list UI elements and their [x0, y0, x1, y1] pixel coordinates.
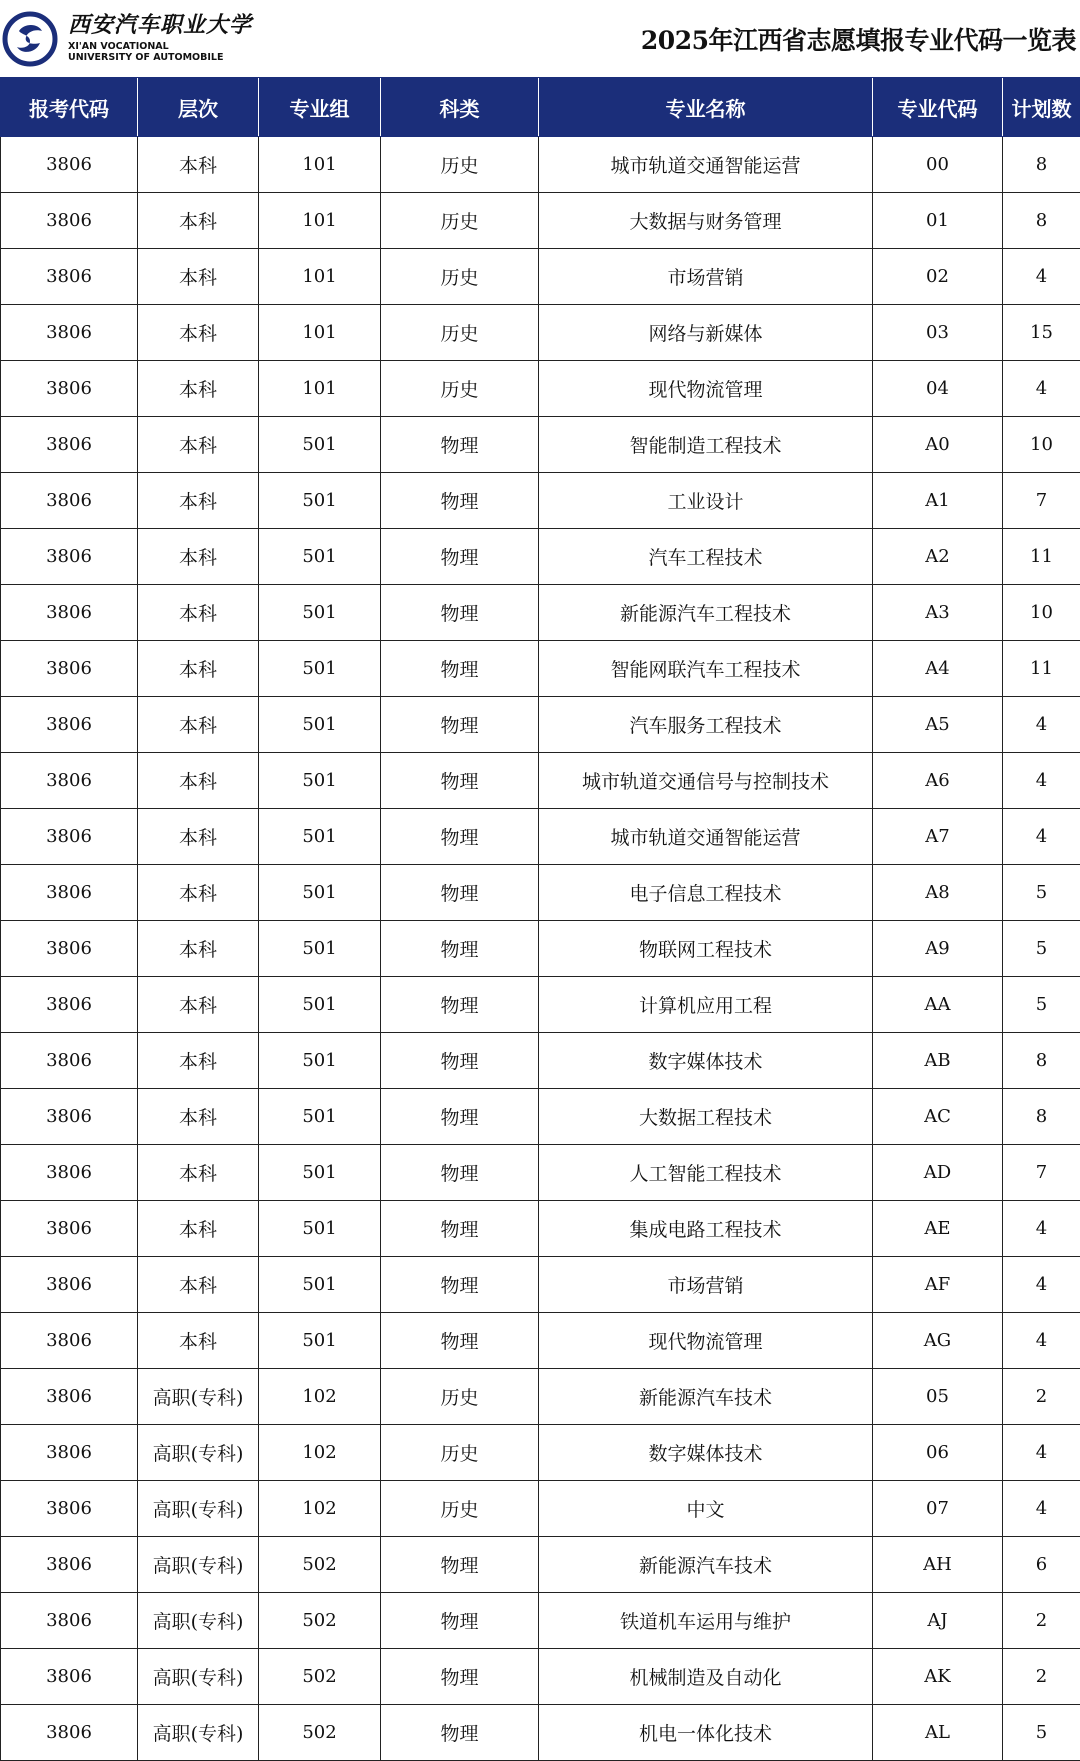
cell-subject-category: 物理 — [381, 1649, 539, 1705]
cell-major-name: 数字媒体技术 — [539, 1033, 873, 1089]
cell-major-code: A6 — [873, 753, 1003, 809]
major-code-table — [0, 78, 1080, 1761]
cell-subject-category: 物理 — [381, 1145, 539, 1201]
cell-plan-count: 4 — [1003, 809, 1080, 865]
cell-plan-count: 5 — [1003, 865, 1080, 921]
cell-registration-code: 3806 — [1, 1145, 138, 1201]
cell-major-group: 501 — [259, 1257, 381, 1313]
cell-subject-category: 历史 — [381, 249, 539, 305]
cell-subject-category: 物理 — [381, 865, 539, 921]
cell-major-group: 501 — [259, 753, 381, 809]
cell-major-group: 101 — [259, 361, 381, 417]
cell-major-group: 101 — [259, 193, 381, 249]
cell-major-group: 501 — [259, 473, 381, 529]
cell-major-code: 00 — [873, 137, 1003, 193]
cell-registration-code: 3806 — [1, 137, 138, 193]
cell-plan-count: 5 — [1003, 1705, 1080, 1761]
cell-major-code: 05 — [873, 1369, 1003, 1425]
cell-registration-code: 3806 — [1, 529, 138, 585]
cell-major-name: 电子信息工程技术 — [539, 865, 873, 921]
cell-subject-category: 物理 — [381, 473, 539, 529]
cell-major-name: 新能源汽车工程技术 — [539, 585, 873, 641]
cell-registration-code: 3806 — [1, 473, 138, 529]
document-title: 2025年江西省志愿填报专业代码一览表 — [641, 21, 1076, 57]
table-row — [1, 417, 1080, 473]
cell-major-code: A5 — [873, 697, 1003, 753]
cell-major-group: 501 — [259, 697, 381, 753]
table-row — [1, 921, 1080, 977]
cell-major-code: AF — [873, 1257, 1003, 1313]
cell-subject-category: 物理 — [381, 753, 539, 809]
cell-plan-count: 4 — [1003, 1481, 1080, 1537]
cell-registration-code: 3806 — [1, 1089, 138, 1145]
cell-level: 高职(专科) — [138, 1537, 259, 1593]
cell-level: 本科 — [138, 697, 259, 753]
cell-major-code: A8 — [873, 865, 1003, 921]
table-row — [1, 1705, 1080, 1761]
cell-major-code: 02 — [873, 249, 1003, 305]
table-row — [1, 641, 1080, 697]
cell-subject-category: 历史 — [381, 305, 539, 361]
cell-subject-category: 物理 — [381, 1089, 539, 1145]
cell-major-code: AJ — [873, 1593, 1003, 1649]
cell-subject-category: 历史 — [381, 137, 539, 193]
cell-major-name: 智能制造工程技术 — [539, 417, 873, 473]
cell-major-name: 物联网工程技术 — [539, 921, 873, 977]
cell-major-code: AD — [873, 1145, 1003, 1201]
cell-plan-count: 4 — [1003, 1257, 1080, 1313]
column-header-major-code: 专业代码 — [873, 79, 1003, 137]
column-header-plan-count: 计划数 — [1003, 79, 1080, 137]
cell-major-group: 501 — [259, 865, 381, 921]
cell-registration-code: 3806 — [1, 585, 138, 641]
table-row — [1, 1593, 1080, 1649]
cell-major-code: A2 — [873, 529, 1003, 585]
cell-plan-count: 4 — [1003, 249, 1080, 305]
cell-major-code: AL — [873, 1705, 1003, 1761]
cell-major-group: 501 — [259, 1089, 381, 1145]
cell-major-name: 市场营销 — [539, 249, 873, 305]
cell-major-code: 03 — [873, 305, 1003, 361]
cell-plan-count: 8 — [1003, 137, 1080, 193]
column-header-subject-category: 科类 — [381, 79, 539, 137]
cell-major-name: 智能网联汽车工程技术 — [539, 641, 873, 697]
cell-major-name: 城市轨道交通智能运营 — [539, 137, 873, 193]
cell-level: 本科 — [138, 641, 259, 697]
table-row — [1, 1313, 1080, 1369]
cell-level: 本科 — [138, 809, 259, 865]
cell-major-code: 04 — [873, 361, 1003, 417]
table-row — [1, 529, 1080, 585]
cell-level: 本科 — [138, 137, 259, 193]
cell-registration-code: 3806 — [1, 1593, 138, 1649]
cell-major-code: 07 — [873, 1481, 1003, 1537]
table-header-row — [1, 79, 1080, 137]
cell-level: 高职(专科) — [138, 1593, 259, 1649]
cell-major-code: AH — [873, 1537, 1003, 1593]
cell-major-name: 城市轨道交通信号与控制技术 — [539, 753, 873, 809]
cell-major-code: AG — [873, 1313, 1003, 1369]
cell-subject-category: 物理 — [381, 1201, 539, 1257]
cell-level: 本科 — [138, 249, 259, 305]
column-header-major-name: 专业名称 — [539, 79, 873, 137]
cell-major-group: 102 — [259, 1425, 381, 1481]
cell-major-group: 101 — [259, 137, 381, 193]
cell-major-group: 501 — [259, 417, 381, 473]
cell-major-group: 502 — [259, 1649, 381, 1705]
cell-major-code: A7 — [873, 809, 1003, 865]
cell-plan-count: 7 — [1003, 1145, 1080, 1201]
cell-major-code: A3 — [873, 585, 1003, 641]
cell-major-name: 集成电路工程技术 — [539, 1201, 873, 1257]
cell-major-group: 501 — [259, 1033, 381, 1089]
cell-major-group: 502 — [259, 1593, 381, 1649]
cell-registration-code: 3806 — [1, 305, 138, 361]
cell-major-name: 数字媒体技术 — [539, 1425, 873, 1481]
table-row — [1, 1537, 1080, 1593]
cell-registration-code: 3806 — [1, 1369, 138, 1425]
cell-major-name: 工业设计 — [539, 473, 873, 529]
cell-major-name: 新能源汽车技术 — [539, 1537, 873, 1593]
cell-major-code: A1 — [873, 473, 1003, 529]
table-row — [1, 585, 1080, 641]
logo-english-line1: XI'AN VOCATIONAL — [68, 42, 252, 52]
table-body — [1, 137, 1080, 1761]
cell-subject-category: 物理 — [381, 1593, 539, 1649]
cell-plan-count: 6 — [1003, 1537, 1080, 1593]
cell-subject-category: 历史 — [381, 1425, 539, 1481]
cell-registration-code: 3806 — [1, 1201, 138, 1257]
cell-level: 本科 — [138, 305, 259, 361]
cell-level: 本科 — [138, 1257, 259, 1313]
cell-major-group: 501 — [259, 1313, 381, 1369]
cell-level: 本科 — [138, 361, 259, 417]
cell-subject-category: 物理 — [381, 697, 539, 753]
table-row — [1, 1033, 1080, 1089]
cell-major-group: 501 — [259, 641, 381, 697]
cell-level: 本科 — [138, 1089, 259, 1145]
cell-registration-code: 3806 — [1, 1257, 138, 1313]
cell-registration-code: 3806 — [1, 921, 138, 977]
cell-level: 本科 — [138, 1313, 259, 1369]
cell-major-name: 新能源汽车技术 — [539, 1369, 873, 1425]
table-row — [1, 193, 1080, 249]
cell-plan-count: 8 — [1003, 1089, 1080, 1145]
cell-major-name: 城市轨道交通智能运营 — [539, 809, 873, 865]
cell-major-group: 501 — [259, 921, 381, 977]
table-row — [1, 1425, 1080, 1481]
cell-major-code: AC — [873, 1089, 1003, 1145]
cell-subject-category: 物理 — [381, 809, 539, 865]
table-row — [1, 1481, 1080, 1537]
cell-major-code: A0 — [873, 417, 1003, 473]
cell-level: 本科 — [138, 529, 259, 585]
cell-subject-category: 物理 — [381, 1537, 539, 1593]
cell-registration-code: 3806 — [1, 1313, 138, 1369]
table-row — [1, 865, 1080, 921]
cell-level: 本科 — [138, 193, 259, 249]
cell-level: 本科 — [138, 977, 259, 1033]
column-header-major-group: 专业组 — [259, 79, 381, 137]
cell-plan-count: 10 — [1003, 585, 1080, 641]
cell-major-name: 市场营销 — [539, 1257, 873, 1313]
cell-major-group: 502 — [259, 1705, 381, 1761]
university-logo-icon — [2, 11, 58, 67]
cell-major-group: 501 — [259, 977, 381, 1033]
cell-plan-count: 4 — [1003, 697, 1080, 753]
cell-level: 高职(专科) — [138, 1705, 259, 1761]
table-header — [1, 79, 1080, 137]
cell-level: 本科 — [138, 921, 259, 977]
logo-english-line2: UNIVERSITY OF AUTOMOBILE — [68, 53, 252, 63]
cell-major-name: 机械制造及自动化 — [539, 1649, 873, 1705]
cell-major-code: 06 — [873, 1425, 1003, 1481]
cell-registration-code: 3806 — [1, 809, 138, 865]
table-row — [1, 1257, 1080, 1313]
cell-major-name: 大数据与财务管理 — [539, 193, 873, 249]
cell-level: 高职(专科) — [138, 1369, 259, 1425]
cell-plan-count: 2 — [1003, 1593, 1080, 1649]
cell-level: 本科 — [138, 1033, 259, 1089]
cell-major-name: 网络与新媒体 — [539, 305, 873, 361]
cell-subject-category: 物理 — [381, 1257, 539, 1313]
cell-plan-count: 8 — [1003, 193, 1080, 249]
document-header — [0, 0, 1080, 78]
cell-subject-category: 物理 — [381, 1705, 539, 1761]
cell-major-group: 101 — [259, 249, 381, 305]
cell-registration-code: 3806 — [1, 249, 138, 305]
cell-plan-count: 4 — [1003, 1313, 1080, 1369]
cell-major-group: 101 — [259, 305, 381, 361]
cell-plan-count: 10 — [1003, 417, 1080, 473]
cell-plan-count: 4 — [1003, 361, 1080, 417]
cell-major-name: 机电一体化技术 — [539, 1705, 873, 1761]
table-row — [1, 137, 1080, 193]
cell-registration-code: 3806 — [1, 1033, 138, 1089]
cell-major-name: 现代物流管理 — [539, 1313, 873, 1369]
cell-registration-code: 3806 — [1, 361, 138, 417]
cell-plan-count: 5 — [1003, 977, 1080, 1033]
logo-chinese-name: 西安汽车职业大学 — [68, 14, 252, 37]
cell-level: 本科 — [138, 585, 259, 641]
cell-major-name: 中文 — [539, 1481, 873, 1537]
cell-level: 本科 — [138, 865, 259, 921]
cell-major-group: 501 — [259, 1201, 381, 1257]
cell-registration-code: 3806 — [1, 865, 138, 921]
cell-registration-code: 3806 — [1, 697, 138, 753]
cell-registration-code: 3806 — [1, 417, 138, 473]
cell-major-group: 501 — [259, 585, 381, 641]
cell-level: 本科 — [138, 417, 259, 473]
cell-major-code: AB — [873, 1033, 1003, 1089]
cell-subject-category: 物理 — [381, 1033, 539, 1089]
cell-registration-code: 3806 — [1, 1537, 138, 1593]
cell-plan-count: 4 — [1003, 1425, 1080, 1481]
cell-plan-count: 15 — [1003, 305, 1080, 361]
cell-plan-count: 4 — [1003, 1201, 1080, 1257]
cell-subject-category: 物理 — [381, 921, 539, 977]
cell-level: 本科 — [138, 1145, 259, 1201]
cell-registration-code: 3806 — [1, 1425, 138, 1481]
table-row — [1, 1145, 1080, 1201]
cell-level: 本科 — [138, 753, 259, 809]
cell-major-group: 501 — [259, 1145, 381, 1201]
table-row — [1, 1201, 1080, 1257]
cell-level: 高职(专科) — [138, 1425, 259, 1481]
cell-level: 高职(专科) — [138, 1481, 259, 1537]
table-row — [1, 1369, 1080, 1425]
cell-subject-category: 物理 — [381, 585, 539, 641]
table-row — [1, 361, 1080, 417]
column-header-level: 层次 — [138, 79, 259, 137]
cell-major-name: 汽车工程技术 — [539, 529, 873, 585]
cell-subject-category: 物理 — [381, 1313, 539, 1369]
university-logo — [2, 11, 252, 67]
cell-major-name: 大数据工程技术 — [539, 1089, 873, 1145]
table-row — [1, 697, 1080, 753]
cell-subject-category: 物理 — [381, 529, 539, 585]
table-row — [1, 809, 1080, 865]
cell-plan-count: 2 — [1003, 1369, 1080, 1425]
cell-major-name: 汽车服务工程技术 — [539, 697, 873, 753]
cell-registration-code: 3806 — [1, 193, 138, 249]
cell-subject-category: 物理 — [381, 417, 539, 473]
cell-plan-count: 11 — [1003, 529, 1080, 585]
cell-major-code: A9 — [873, 921, 1003, 977]
cell-major-code: AA — [873, 977, 1003, 1033]
cell-subject-category: 历史 — [381, 193, 539, 249]
table-row — [1, 249, 1080, 305]
cell-plan-count: 8 — [1003, 1033, 1080, 1089]
table-row — [1, 473, 1080, 529]
column-header-registration-code: 报考代码 — [1, 79, 138, 137]
cell-subject-category: 物理 — [381, 641, 539, 697]
cell-major-name: 计算机应用工程 — [539, 977, 873, 1033]
cell-major-code: A4 — [873, 641, 1003, 697]
table-row — [1, 1649, 1080, 1705]
cell-subject-category: 物理 — [381, 977, 539, 1033]
cell-major-group: 501 — [259, 529, 381, 585]
table-row — [1, 753, 1080, 809]
cell-major-group: 502 — [259, 1537, 381, 1593]
cell-level: 本科 — [138, 473, 259, 529]
cell-major-code: AE — [873, 1201, 1003, 1257]
cell-registration-code: 3806 — [1, 753, 138, 809]
cell-major-code: 01 — [873, 193, 1003, 249]
cell-registration-code: 3806 — [1, 641, 138, 697]
cell-level: 本科 — [138, 1201, 259, 1257]
cell-major-name: 现代物流管理 — [539, 361, 873, 417]
cell-major-name: 人工智能工程技术 — [539, 1145, 873, 1201]
cell-plan-count: 5 — [1003, 921, 1080, 977]
table-row — [1, 1089, 1080, 1145]
cell-registration-code: 3806 — [1, 977, 138, 1033]
logo-text — [68, 14, 252, 62]
cell-subject-category: 历史 — [381, 1369, 539, 1425]
cell-plan-count: 4 — [1003, 753, 1080, 809]
cell-plan-count: 11 — [1003, 641, 1080, 697]
table-row — [1, 977, 1080, 1033]
cell-plan-count: 2 — [1003, 1649, 1080, 1705]
cell-major-group: 501 — [259, 809, 381, 865]
cell-registration-code: 3806 — [1, 1649, 138, 1705]
cell-subject-category: 历史 — [381, 1481, 539, 1537]
cell-registration-code: 3806 — [1, 1481, 138, 1537]
cell-level: 高职(专科) — [138, 1649, 259, 1705]
cell-major-name: 铁道机车运用与维护 — [539, 1593, 873, 1649]
cell-plan-count: 7 — [1003, 473, 1080, 529]
cell-major-code: AK — [873, 1649, 1003, 1705]
cell-major-group: 102 — [259, 1481, 381, 1537]
cell-subject-category: 历史 — [381, 361, 539, 417]
cell-registration-code: 3806 — [1, 1705, 138, 1761]
table-row — [1, 305, 1080, 361]
cell-major-group: 102 — [259, 1369, 381, 1425]
